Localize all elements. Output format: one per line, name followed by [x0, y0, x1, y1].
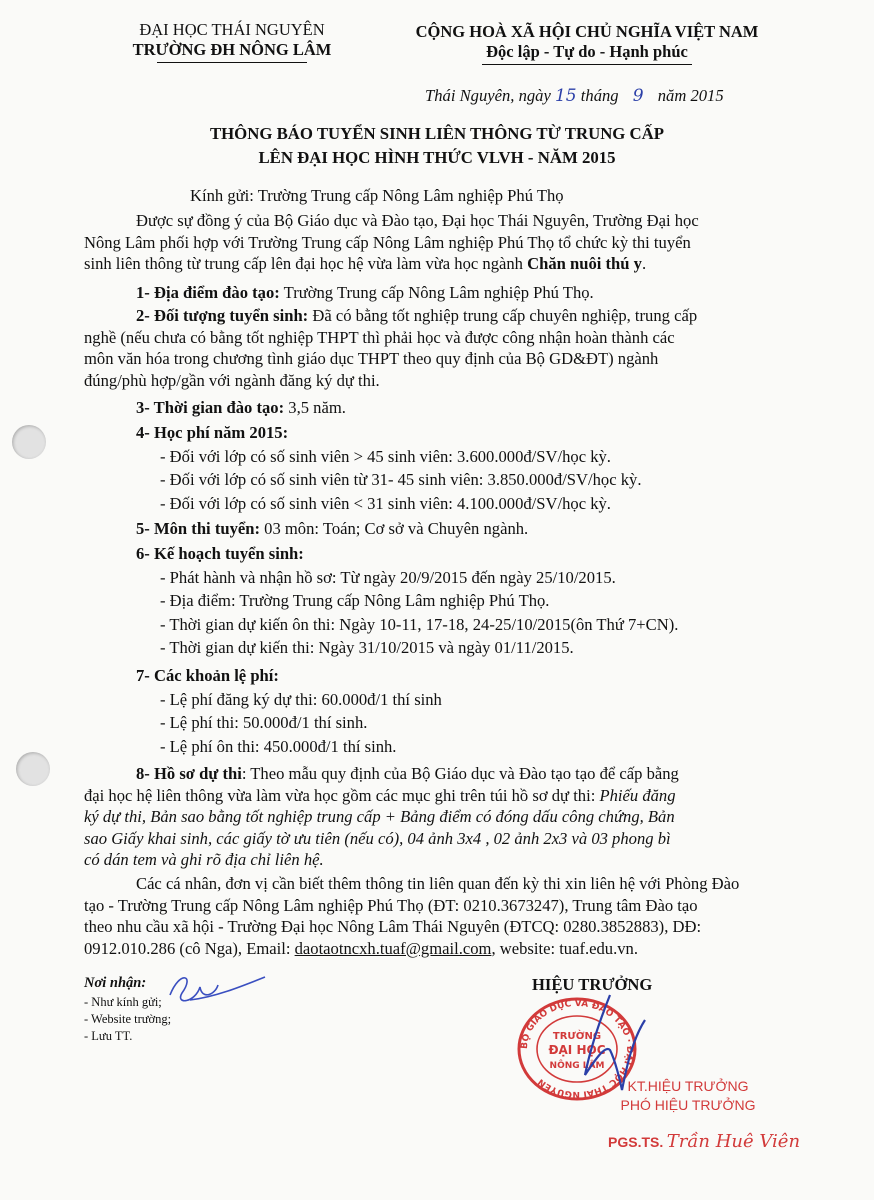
stamp-ring-text: BỘ GIÁO DỤC VÀ ĐÀO TẠO · ĐẠI HỌC THÁI NGUYÊN: [519, 998, 635, 1100]
date-day: 15: [554, 86, 577, 106]
recipient-item: - Website trường;: [84, 1012, 172, 1026]
contact-paragraph: [84, 873, 789, 959]
section-8-line: ký dự thi, Bản sao bằng tốt nghiệp trung cấp + Bảng điểm có đóng dấu công chứng, Bản: [84, 807, 675, 826]
signer-title: HIỆU TRƯỞNG: [532, 975, 653, 994]
contact-line: theo nhu cầu xã hội - Trường Đại học Nông Lâm Thái Nguyên (ĐTCQ: 0280.3852883), DĐ:: [84, 917, 702, 936]
list-item: - Địa điểm: Trường Trung cấp Nông Lâm nghiệp Phú Thọ.: [160, 591, 550, 610]
section-8-line: có dán tem và ghi rõ địa chỉ liên hệ.: [84, 850, 324, 869]
section-6-label: 6- Kế hoạch tuyển sinh:: [136, 544, 304, 563]
date-month-label: tháng: [580, 86, 619, 105]
section-1: [136, 282, 594, 304]
section-4-label: 4- Học phí năm 2015:: [136, 423, 289, 442]
contact-line: Các cá nhân, đơn vị cần biết thêm thông tin liên quan đến kỳ thi xin liên hệ với Phòng Đào: [136, 874, 740, 893]
section-3-label: 3- Thời gian đào tạo:: [136, 398, 285, 417]
recipient-item: - Như kính gửi;: [84, 995, 162, 1009]
section-2-label: 2- Đối tượng tuyển sinh:: [136, 306, 309, 325]
list-item: - Đối với lớp có số sinh viên từ 31- 45 sinh viên: 3.850.000đ/SV/học kỳ.: [160, 470, 642, 489]
intro-line: Được sự đồng ý của Bộ Giáo dục và Đào tạo, Đại học Thái Nguyên, Trường Đại học: [136, 211, 699, 230]
section-2-line: [84, 305, 789, 327]
punch-hole: [12, 425, 46, 459]
recipient-item: - Lưu TT.: [84, 1029, 133, 1043]
section-2-text: Đã có bằng tốt nghiệp trung cấp chuyên nghiệp, trung cấp: [308, 306, 698, 325]
section-5-text: 03 môn: Toán; Cơ sở và Chuyên ngành.: [260, 519, 529, 538]
motto: Độc lập - Tự do - Hạnh phúc: [486, 42, 688, 61]
intro-line: Nông Lâm phối hợp với Trường Trung cấp Nông Lâm nghiệp Phú Thọ tổ chức kỳ thi tuyển: [84, 232, 691, 252]
list-item: - Lệ phí đăng ký dự thi: 60.000đ/1 thí sinh: [160, 689, 442, 709]
contact-line: [84, 938, 789, 960]
signer-name-line: [608, 1131, 800, 1152]
section-1-label: 1- Địa điểm đào tạo:: [136, 283, 280, 302]
intro-end: .: [641, 254, 647, 273]
section-5: [136, 518, 528, 540]
contact-text: , website: tuaf.edu.vn.: [491, 938, 638, 958]
deputy-title: PHÓ HIỆU TRƯỞNG: [620, 1097, 756, 1113]
national-title: CỘNG HOÀ XÃ HỘI CHỦ NGHĨA VIỆT NAM: [415, 22, 759, 41]
kt-title: KT.HIỆU TRƯỞNG: [627, 1078, 749, 1094]
list-item: - Đối với lớp có số sinh viên > 45 sinh viên: 3.600.000đ/SV/học kỳ.: [160, 446, 611, 466]
date-month: 9: [632, 86, 644, 106]
school-name: TRƯỜNG ĐH NÔNG LÂM: [132, 40, 332, 59]
title-line-1: THÔNG BÁO TUYỂN SINH LIÊN THÔNG TỪ TRUNG CẤP: [209, 124, 665, 143]
contact-line: tạo - Trường Trung cấp Nông Lâm nghiệp Phú Thọ (ĐT: 0210.3673247), Trung tâm Đào tạo: [84, 895, 698, 915]
title-line-2: LÊN ĐẠI HỌC HÌNH THỨC VLVH - NĂM 2015: [258, 148, 616, 167]
divider: [482, 64, 692, 65]
intro-paragraph: [84, 210, 789, 275]
section-2-line: môn văn hóa trong chương tình giáo dục THPT theo quy định của Bộ GD&ĐT) ngành: [84, 349, 659, 368]
parent-org: ĐẠI HỌC THÁI NGUYÊN: [139, 20, 325, 39]
intro-major: Chăn nuôi thú y: [527, 254, 642, 273]
section-2-line: nghề (nếu chưa có bằng tốt nghiệp THPT thì phải học và được công nhận hoàn thành các: [84, 327, 675, 347]
stamp-center-2: ĐẠI HỌC: [548, 1043, 606, 1057]
section-8: [84, 763, 789, 871]
section-2: [84, 305, 789, 391]
intro-line: [84, 253, 789, 275]
stamp-center-3: NÔNG LÂM: [549, 1061, 605, 1071]
list-item: - Lệ phí ôn thi: 450.000đ/1 thí sinh.: [160, 736, 397, 756]
section-4: [136, 422, 641, 514]
national-header: [392, 22, 782, 65]
initial-signature-icon: [160, 965, 270, 1015]
list-item: - Đối với lớp có số sinh viên < 31 sinh viên: 4.100.000đ/SV/học kỳ.: [160, 493, 611, 513]
section-8-text: : Theo mẫu quy định của Bộ Giáo dục và Đào tạo tạo để cấp bằng: [241, 764, 679, 783]
stamp-center-1: TRƯỜNG: [552, 1031, 602, 1042]
punch-hole: [16, 752, 50, 786]
section-3: [136, 397, 346, 419]
divider: [157, 62, 307, 63]
signer-name: Trần Huê Viên: [666, 1131, 801, 1152]
section-5-label: 5- Môn thi tuyển:: [136, 519, 260, 538]
document-title: [100, 122, 774, 170]
section-8-line: sao Giấy khai sinh, các giấy tờ ưu tiên (nếu có), 04 ảnh 3x4 , 02 ảnh 2x3 và 03 phong bì: [84, 828, 671, 848]
recipients-block: [84, 975, 171, 1045]
section-6: [136, 543, 678, 659]
recipient: Kính gửi: Trường Trung cấp Nông Lâm nghiệp Phú Thọ: [190, 186, 564, 205]
list-item: - Phát hành và nhận hồ sơ: Từ ngày 20/9/2015 đến ngày 25/10/2015.: [160, 567, 616, 587]
section-8-line: [84, 785, 789, 807]
recipients-label: Nơi nhận:: [84, 975, 147, 991]
list-item: - Thời gian dự kiến ôn thi: Ngày 10-11, 17-18, 24-25/10/2015(ôn Thứ 7+CN).: [160, 614, 679, 634]
section-8-italic: Phiếu đăng: [599, 785, 676, 805]
intro-text: sinh liên thông từ trung cấp lên đại học hệ vừa làm vừa học ngành: [84, 254, 528, 273]
section-1-text: Trường Trung cấp Nông Lâm nghiệp Phú Thọ.: [279, 283, 594, 302]
section-7-label: 7- Các khoản lệ phí:: [136, 666, 279, 685]
signer-degree: PGS.TS.: [608, 1134, 664, 1150]
org-header: [112, 20, 352, 63]
section-8-label: 8- Hồ sơ dự thi: [136, 764, 242, 783]
section-8-line: [84, 763, 789, 785]
contact-text: 0912.010.286 (cô Nga), Email:: [84, 938, 295, 958]
section-7: [136, 665, 442, 757]
section-3-text: 3,5 năm.: [284, 398, 346, 417]
date-year: năm 2015: [657, 86, 724, 105]
email-link[interactable]: daotaotncxh.tuaf@gmail.com: [294, 938, 492, 958]
signer-delegation: [608, 1077, 768, 1115]
list-item: - Thời gian dự kiến thi: Ngày 31/10/2015 và ngày 01/11/2015.: [160, 638, 574, 657]
list-item: - Lệ phí thi: 50.000đ/1 thí sinh.: [160, 713, 368, 732]
date-line: [425, 86, 724, 106]
section-2-line: đúng/phù hợp/gần với ngành đăng ký dự thi.: [84, 370, 380, 390]
date-prefix: Thái Nguyên, ngày: [425, 86, 551, 105]
section-8-text: đại học hệ liên thông vừa làm vừa học gồm các mục ghi trên túi hồ sơ dự thi:: [84, 785, 600, 805]
